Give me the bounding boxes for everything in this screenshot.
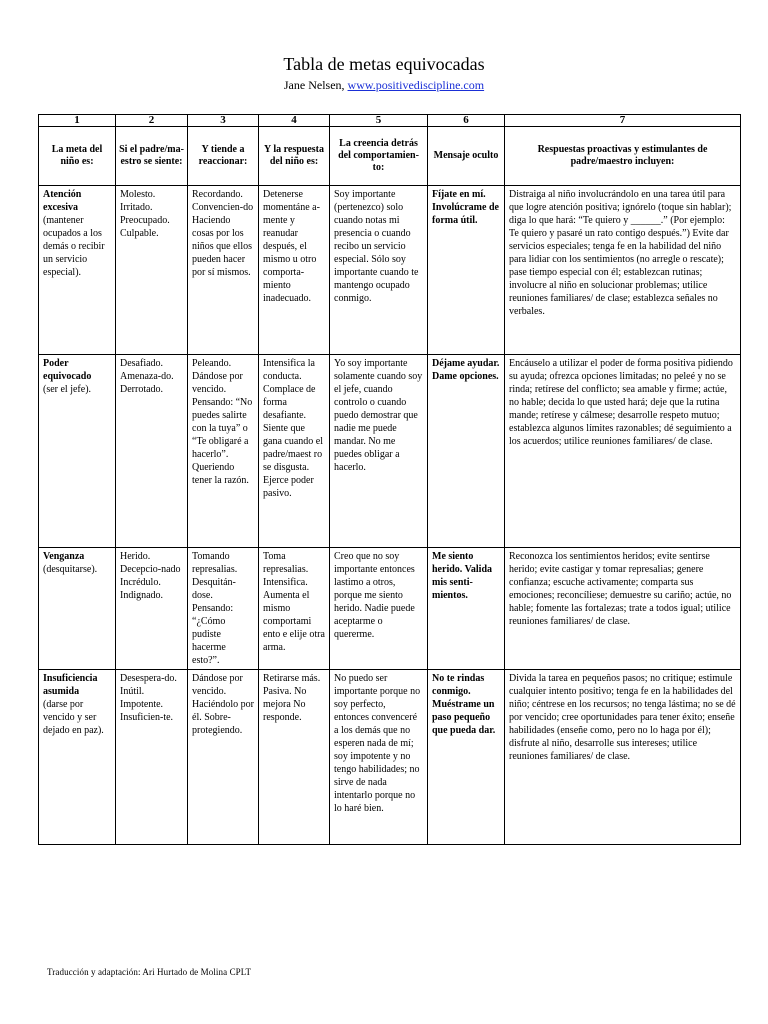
reacts-cell: Recordando. Convencien-do Haciendo cosas por los niños que ellos pueden hacer por sí mismos. — [188, 186, 259, 355]
header-response: Y la respuesta del niño es: — [259, 127, 330, 186]
goal-cell — [39, 670, 116, 845]
belief-cell: No puedo ser importante porque no soy perfecto, entonces convenceré a los demás que no esperen nada de mí; soy impotente y no tengo habilidades; no sirve de nada intentarlo porque no lo haré bien. — [330, 670, 428, 845]
proactive-cell: Distraiga al niño involucrándolo en una tarea útil para que logre atención positiva; ignórelo (toque sin hablar); diga lo que hará: “Te quiero y ______.” (Por ejemplo: Te quiero y pasaré un rato contigo después.”) Evite dar servicios especiales; tenga fe en la habilidad del niño para lidiar con los sentimientos (no arregle o rescate); pase tiempo especial con él; establezcan rutinas; involucre al niño en solucionar problemas; utilice reuniones familiares/ de clase; establezca señales no verbales. — [505, 186, 741, 355]
reacts-cell: Peleando. Dándose por vencido. Pensando: “No puedes salirte con la tuya” o “Te obligaré a hacerlo”. Queriendo tener la razón. — [188, 355, 259, 548]
message-cell: Fíjate en mí. Involúcrame de forma útil. — [428, 186, 505, 355]
goal-note: (darse por vencido y ser dejado en paz). — [43, 699, 104, 736]
header-reacts: Y tiende a reaccionar: — [188, 127, 259, 186]
proactive-cell: Divida la tarea en pequeños pasos; no critique; estimule cualquier intento positivo; tenga fe en la habilidades del niño; céntrese en los recursos; no tenga lástima; no se dé por vencido; cree oportunidades para tener éxito; enseñe habilidades (enseñe como, pero no lo haga por él); disfrute al niño, desarrolle sus intereses; utilice reuniones familiares/ de clase. — [505, 670, 741, 845]
goal-name: Venganza — [43, 551, 85, 562]
message-cell: No te rindas conmigo. Muéstrame un paso pequeño que pueda dar. — [428, 670, 505, 845]
footer-credit: Traducción y adaptación: Ari Hurtado de Molina CPLT — [47, 967, 252, 977]
header-goal: La meta del niño es: — [39, 127, 116, 186]
goal-note: (ser el jefe). — [43, 384, 92, 395]
column-number: 7 — [505, 115, 741, 127]
table-row — [39, 670, 741, 845]
feels-cell: Desafiado. Amenaza-do. Derrotado. — [116, 355, 188, 548]
goal-name: Atención excesiva — [43, 189, 82, 213]
belief-cell: Soy importante (pertenezco) solo cuando notas mi presencia o cuando recibo un servicio especial. Sólo soy importante cuando te mantengo ocupado conmigo. — [330, 186, 428, 355]
reacts-cell: Tomando represalias. Desquitán-dose. Pensando: “¿Cómo pudiste hacerme esto?”. — [188, 548, 259, 670]
table-row — [39, 186, 741, 355]
header-proactive: Respuestas proactivas y estimulantes de padre/maestro incluyen: — [505, 127, 741, 186]
column-number: 6 — [428, 115, 505, 127]
goal-name: Insuficiencia asumida — [43, 673, 98, 697]
goal-cell — [39, 186, 116, 355]
header-row — [39, 127, 741, 186]
column-number: 2 — [116, 115, 188, 127]
response-cell: Intensifica la conducta. Complace de forma desafiante. Siente que gana cuando el padre/maest ro se disgusta. Ejerce poder pasivo. — [259, 355, 330, 548]
response-cell: Toma represalias. Intensifica. Aumenta el mismo comportami ento e elije otra arma. — [259, 548, 330, 670]
table-row — [39, 548, 741, 670]
reacts-cell: Dándose por vencido. Haciéndolo por él. Sobre-protegiendo. — [188, 670, 259, 845]
table-row — [39, 355, 741, 548]
message-cell: Me siento herido. Valida mis senti-mientos. — [428, 548, 505, 670]
author-name: Jane Nelsen, — [283, 78, 348, 92]
goal-note: (desquitarse). — [43, 564, 98, 575]
goal-cell — [39, 355, 116, 548]
column-number: 3 — [188, 115, 259, 127]
header-message: Mensaje oculto — [428, 127, 505, 186]
goal-note: (mantener ocupados a los demás o recibir un servicio especial). — [43, 215, 105, 278]
header-belief: La creencia detrás del comportamien-to: — [330, 127, 428, 186]
feels-cell: Molesto. Irritado. Preocupado. Culpable. — [116, 186, 188, 355]
header-feels: Si el padre/ma-estro se siente: — [116, 127, 188, 186]
response-cell: Retirarse más. Pasiva. No mejora No responde. — [259, 670, 330, 845]
column-number-row — [39, 115, 741, 127]
goal-name: Poder equivocado — [43, 358, 92, 382]
proactive-cell: Encáuselo a utilizar el poder de forma positiva pidiendo su ayuda; ofrezca opciones limitadas; no peleé y no se rinda; retírese del conflicto; sea amable y firme; actúe, no hable; decida lo que usted hará; deje que la rutina mande; retírese y cálmese; desarrolle respeto mutuo; establezca algunos límites razonables; dé seguimiento a los acuerdos; utilice reuniones familiares/ de clase. — [505, 355, 741, 548]
document-subtitle — [0, 78, 768, 93]
goal-cell — [39, 548, 116, 670]
message-cell: Déjame ayudar. Dame opciones. — [428, 355, 505, 548]
belief-cell: Creo que no soy importante entonces lastimo a otros, porque me siento herido. Nadie puede aceptarme o quererme. — [330, 548, 428, 670]
proactive-cell: Reconozca los sentimientos heridos; evite sentirse herido; evite castigar y tomar represalias; genere confianza; escuche activamente; comparta sus emociones; reconcíliese; demuestre su cariño; actúe, no hable; fomente las fortalezas; trate a todos igual; utilice reuniones familiares/ de clase. — [505, 548, 741, 670]
column-number: 5 — [330, 115, 428, 127]
mistaken-goals-table — [38, 114, 741, 845]
response-cell: Detenerse momentáne a-mente y reanudar después, el mismo u otro comporta-miento inadecuado. — [259, 186, 330, 355]
column-number: 1 — [39, 115, 116, 127]
document-title: Tabla de metas equivocadas — [283, 54, 485, 74]
feels-cell: Herido. Decepcio-nado Incrédulo. Indignado. — [116, 548, 188, 670]
feels-cell: Desespera-do. Inútil. Impotente. Insuficien-te. — [116, 670, 188, 845]
belief-cell: Yo soy importante solamente cuando soy el jefe, cuando controlo o cuando puedo demostrar que nadie me puede mandar. No me puedes obligar a hacerlo. — [330, 355, 428, 548]
column-number: 4 — [259, 115, 330, 127]
website-link[interactable]: www.positivediscipline.com — [347, 78, 485, 92]
